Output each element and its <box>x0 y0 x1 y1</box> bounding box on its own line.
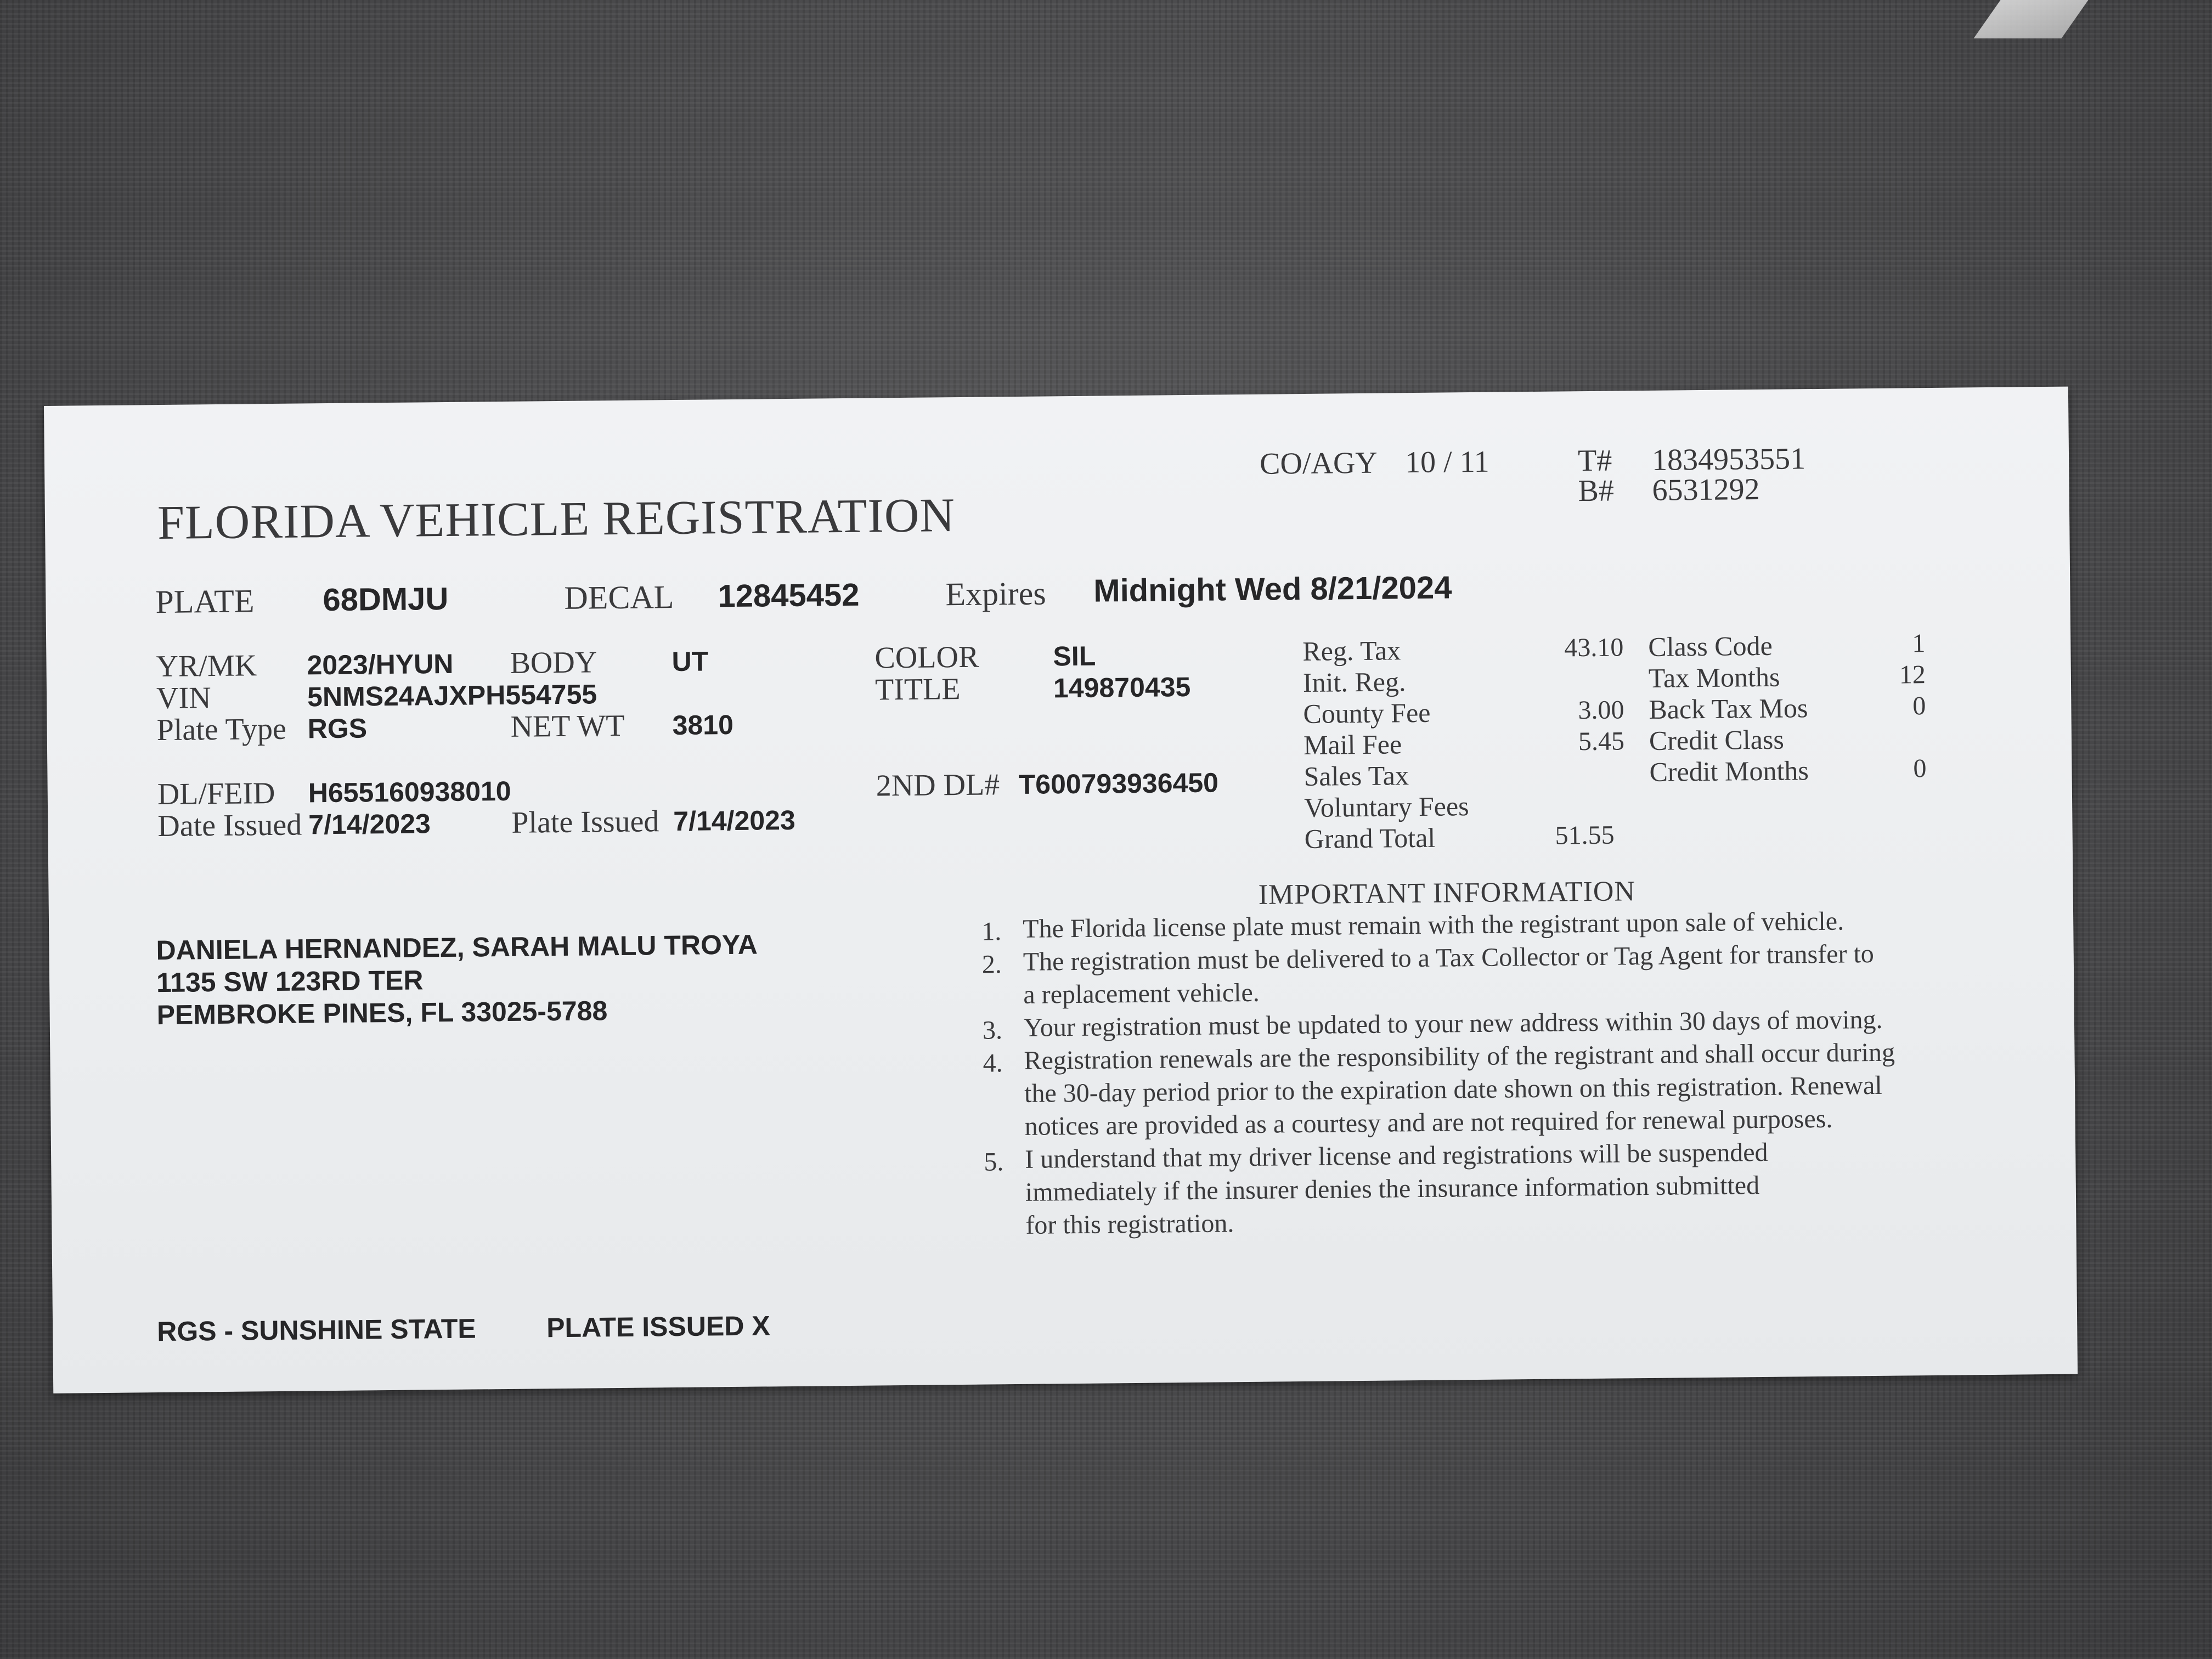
tax-months-value: 12 <box>1899 660 1926 690</box>
fee-value-county-fee: 3.00 <box>1578 695 1624 725</box>
info-item-3-number: 3. <box>982 1015 1003 1045</box>
info-item-4-line-2: the 30-day period prior to the expiration date shown on this registration. Renewal <box>1024 1070 1882 1108</box>
date-issued-label: Date Issued <box>157 808 302 844</box>
owner-city: PEMBROKE PINES, FL 33025-5788 <box>156 995 608 1031</box>
fee-label-grand-total: Grand Total <box>1304 822 1436 854</box>
b-number-value: 6531292 <box>1652 472 1760 507</box>
fee-label-county-fee: County Fee <box>1303 697 1431 729</box>
net-wt-value: 3810 <box>672 709 734 741</box>
yrmk-label: YR/MK <box>156 648 257 684</box>
color-value: SIL <box>1053 640 1096 672</box>
t-number-value: 1834953551 <box>1651 442 1806 477</box>
decal-value: 12845452 <box>718 577 860 614</box>
back-tax-mos-label: Back Tax Mos <box>1649 692 1808 725</box>
info-item-4-line-1: Registration renewals are the responsibility of the registrant and shall occur during <box>1024 1037 1895 1075</box>
dl-feid-label: DL/FEID <box>157 776 275 812</box>
tax-months-label: Tax Months <box>1648 661 1780 693</box>
title-label: TITLE <box>874 672 961 707</box>
title-value: 149870435 <box>1053 671 1191 704</box>
info-item-5-line-1: I understand that my driver license and registrations will be suspended <box>1025 1137 1768 1174</box>
credit-months-label: Credit Months <box>1649 755 1809 787</box>
info-item-2-line-2: a replacement vehicle. <box>1023 978 1260 1009</box>
back-tax-mos-value: 0 <box>1912 691 1926 721</box>
info-item-2-number: 2. <box>981 950 1002 979</box>
owner-street: 1135 SW 123RD TER <box>156 964 424 998</box>
registration-document <box>44 387 2078 1393</box>
info-item-5-line-2: immediately if the insurer denies the insurance information submitted <box>1025 1171 1760 1207</box>
info-item-5-line-3: for this registration. <box>1025 1209 1234 1240</box>
info-item-1-line-1: The Florida license plate must remain with the registrant upon sale of vehicle. <box>1022 906 1844 944</box>
plate-issued-footer: PLATE ISSUED X <box>546 1310 770 1344</box>
decal-label: DECAL <box>564 578 674 616</box>
owner-names: DANIELA HERNANDEZ, SARAH MALU TROYA <box>156 929 758 966</box>
body-label: BODY <box>510 645 597 680</box>
plate-issued-value: 7/14/2023 <box>673 804 796 837</box>
fee-label-reg-tax: Reg. Tax <box>1302 635 1401 667</box>
plate-design-footer: RGS - SUNSHINE STATE <box>156 1313 476 1347</box>
info-item-4-number: 4. <box>983 1048 1003 1078</box>
co-agy-label: CO/AGY <box>1259 445 1378 481</box>
fee-label-init-reg: Init. Reg. <box>1302 666 1406 698</box>
expires-value: Midnight Wed 8/21/2024 <box>1093 569 1452 609</box>
co-agy-value: 10 / 11 <box>1404 444 1489 480</box>
fee-value-mail-fee: 5.45 <box>1578 726 1625 757</box>
credit-months-value: 0 <box>1913 754 1927 783</box>
color-label: COLOR <box>874 640 979 675</box>
body-value: UT <box>672 646 709 678</box>
credit-class-label: Credit Class <box>1649 724 1785 756</box>
info-item-4-line-3: notices are provided as a courtesy and are not required for renewal purposes. <box>1024 1104 1833 1141</box>
plate-label: PLATE <box>155 583 255 620</box>
dl-feid-value: H655160938010 <box>308 775 511 809</box>
info-item-1-number: 1. <box>981 917 1002 946</box>
fee-label-sales-tax: Sales Tax <box>1304 760 1409 792</box>
background-fabric-fold <box>1973 0 2088 38</box>
info-item-2-line-1: The registration must be delivered to a Tax Collector or Tag Agent for transfer to <box>1023 939 1875 977</box>
fee-label-voluntary-fees: Voluntary Fees <box>1304 791 1469 823</box>
vin-label: VIN <box>156 681 211 716</box>
fee-value-reg-tax: 43.10 <box>1564 633 1624 663</box>
fee-label-mail-fee: Mail Fee <box>1303 729 1402 760</box>
info-item-5-number: 5. <box>984 1147 1004 1177</box>
expires-label: Expires <box>945 575 1046 613</box>
plate-issued-label: Plate Issued <box>511 804 659 840</box>
info-item-3-line-1: Your registration must be updated to your new address within 30 days of moving. <box>1023 1005 1883 1042</box>
net-wt-label: NET WT <box>510 708 625 744</box>
document-title: FLORIDA VEHICLE REGISTRATION <box>157 489 956 550</box>
important-info-heading: IMPORTANT INFORMATION <box>1258 876 1636 911</box>
fee-value-grand-total: 51.55 <box>1555 820 1615 850</box>
class-code-value: 1 <box>1912 629 1926 658</box>
plate-type-label: Plate Type <box>156 712 287 748</box>
credit-class-value <box>1816 722 1926 723</box>
yrmk-value: 2023/HYUN <box>307 648 454 681</box>
fee-value-init-reg <box>1514 663 1624 664</box>
b-number-label: B# <box>1578 473 1615 509</box>
second-dl-value: T600793936450 <box>1018 767 1219 800</box>
vin-value: 5NMS24AJXPH554755 <box>307 679 597 713</box>
plate-value: 68DMJU <box>323 580 449 618</box>
plate-type-value: RGS <box>307 713 368 744</box>
t-number-label: T# <box>1577 443 1612 478</box>
fee-value-sales-tax <box>1515 757 1624 758</box>
date-issued-value: 7/14/2023 <box>308 808 431 840</box>
second-dl-label: 2ND DL# <box>876 768 1000 803</box>
fee-value-voluntary-fees <box>1515 788 1625 789</box>
class-code-label: Class Code <box>1648 630 1773 662</box>
